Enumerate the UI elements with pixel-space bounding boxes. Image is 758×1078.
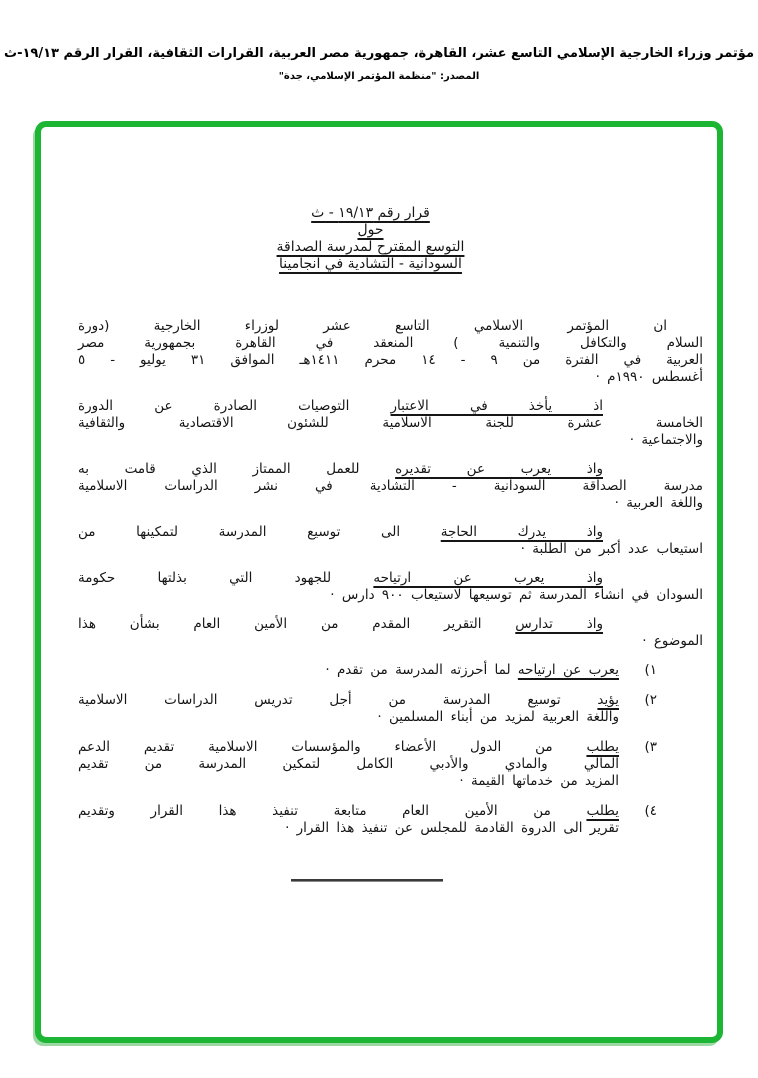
- source-line: المصدر: "منظمة المؤتمر الإسلامي، جدة": [278, 71, 480, 82]
- text-line: واذ يعرب عن ارتياحه للجهود التي بذلتها حكومة: [78, 570, 603, 586]
- text-line: أغسطس ١٩٩٠م ·: [595, 369, 703, 385]
- text-line: واذ تدارس التقرير المقدم من الأمين العام بشأن هذا: [78, 616, 603, 632]
- item-lines: [78, 692, 619, 726]
- title-line-1: قرار رقم ١٩/١٣ - ث: [311, 205, 430, 221]
- text-line: ان المؤتمر الاسلامي التاسع عشر لوزراء الخارجية (دورة: [78, 318, 667, 334]
- operative-items-section: [78, 662, 703, 837]
- text-line: المزيد من خدماتها القيمة ·: [459, 773, 619, 789]
- title-line-3: التوسع المقترح لمدرسة الصداقة: [276, 239, 465, 255]
- preamble-paragraph: [78, 461, 703, 512]
- text-line: السودان في انشاء المدرسة ثم توسيعها لاستيعاب ٩٠٠ دارس ·: [330, 587, 703, 603]
- text-line: تقرير الى الدروة القادمة للمجلس عن تنفيذ هذا القرار ·: [285, 820, 619, 836]
- preamble-paragraph: [78, 524, 703, 558]
- item-number: ٢): [644, 692, 657, 708]
- text-line: الموضوع ·: [642, 633, 703, 649]
- text-line: واذ يعرب عن تقديره للعمل الممتاز الذي قامت به: [78, 461, 603, 477]
- paragraph-lines: [78, 398, 703, 449]
- page-header: [0, 46, 758, 82]
- underlined-lead-phrase: اذ يأخذ في الاعتبار: [390, 398, 603, 414]
- text-line: العربية في الفترة من ٩ - ١٤ محرم ١٤١١هـ الموافق ٣١ يوليو - ٥: [78, 352, 704, 368]
- text-line: المالي والمادي والأدبي الكامل لتمكين المدرسة من تقديم: [78, 756, 619, 772]
- item-number: ٣): [644, 739, 657, 755]
- text-line: واللغة العربية ·: [614, 495, 703, 511]
- resolution-title: [58, 205, 683, 273]
- text-line: يطلب من الأمين العام متابعة تنفيذ هذا القرار وتقديم: [78, 803, 619, 819]
- text-line: والاجتماعية ·: [629, 432, 703, 448]
- title-line-4: السودانية - التشادية في انجامينا: [279, 256, 462, 272]
- title-line-2: حول: [357, 222, 384, 238]
- paragraph-lines: [78, 461, 703, 512]
- paragraph-lines: [78, 570, 703, 604]
- paragraph-lines: [78, 524, 703, 558]
- preamble-paragraph: [78, 398, 703, 449]
- title-subject-line-1: [58, 239, 683, 256]
- text-line: مدرسة الصداقة السودانية - التشادية في نشر الدراسات الاسلامية: [78, 478, 703, 494]
- underlined-lead-phrase: واذ يعرب عن تقديره: [395, 461, 603, 477]
- item-number: ٤): [644, 803, 657, 819]
- preamble-section: [78, 318, 703, 650]
- title-subject-line-2: [58, 256, 683, 273]
- paragraph-lines: [78, 616, 703, 650]
- item-number: ١): [644, 662, 657, 678]
- text-line: يعرب عن ارتياحه لما أحرزته المدرسة من تقدم ·: [325, 662, 619, 678]
- text-line: الخامسة عشرة للجنة الاسلامية للشئون الاقتصادية والثقافية: [78, 415, 703, 431]
- underlined-lead-phrase: واذ تدارس: [515, 616, 603, 632]
- paragraph-lines: [78, 318, 703, 386]
- text-line: واللغة العربية لمزيد من أبناء المسلمين ·: [377, 709, 619, 725]
- item-lines: [78, 662, 619, 679]
- text-line: واذ يدرك الحاجة الى توسيع المدرسة لتمكينها من: [78, 524, 603, 540]
- item-lines: [78, 803, 619, 837]
- title-resolution-number: [58, 205, 683, 222]
- underlined-lead-phrase: واذ يدرك الحاجة: [440, 524, 603, 540]
- document-content: [41, 127, 717, 1037]
- text-line: يؤيد توسيع المدرسة من أجل تدريس الدراسات الاسلامية: [78, 692, 619, 708]
- conference-header-line: مؤتمر وزراء الخارجية الإسلامي التاسع عشر، القاهرة، جمهورية مصر العربية، القرارات الثقافية، القرار الرقم ١٩/١٣-ث: [4, 46, 754, 61]
- underlined-lead-phrase: يطلب: [586, 739, 619, 755]
- numbered-item: [78, 739, 657, 790]
- preamble-paragraph: [78, 318, 703, 386]
- numbered-item: [78, 692, 657, 726]
- text-line: اذ يأخذ في الاعتبار التوصيات الصادرة عن الدورة: [78, 398, 603, 414]
- item-lines: [78, 739, 619, 790]
- numbered-item: [78, 803, 657, 837]
- text-line: يطلب من الدول الأعضاء والمؤسسات الاسلامية تقديم الدعم: [78, 739, 619, 755]
- underlined-lead-phrase: يؤيد: [597, 692, 619, 708]
- underlined-lead-phrase: يطلب: [586, 803, 619, 819]
- underlined-lead-phrase: واذ يعرب عن ارتياحه: [373, 570, 603, 586]
- numbered-item: [78, 662, 657, 679]
- text-line: استيعاب عدد أكبر من الطلبة ·: [520, 541, 703, 557]
- preamble-paragraph: [78, 616, 703, 650]
- preamble-paragraph: [78, 570, 703, 604]
- document-frame: [35, 121, 723, 1043]
- underlined-lead-phrase: يعرب عن ارتياحه: [517, 662, 619, 678]
- title-about-word: [58, 222, 683, 239]
- end-rule: [291, 879, 443, 882]
- text-line: السلام والتكافل والتنمية ) المنعقد في القاهرة بجمهورية مصر: [78, 335, 703, 351]
